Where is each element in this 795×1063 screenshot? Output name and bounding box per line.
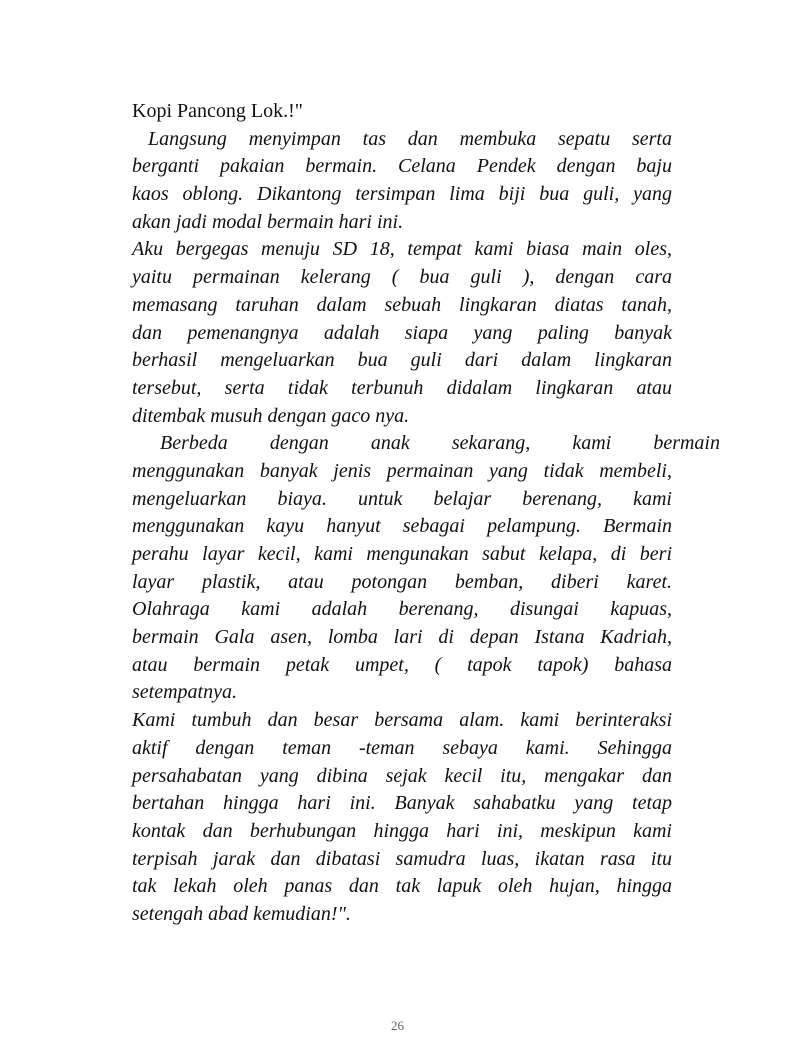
- text-line: yaitu permainan kelerang ( bua guli ), dengan cara: [132, 266, 672, 289]
- text-line: berganti pakaian bermain. Celana Pendek dengan baju: [132, 155, 672, 178]
- text-line: setempatnya.: [132, 681, 237, 704]
- text-line: terpisah jarak dan dibatasi samudra luas, ikatan rasa itu: [132, 847, 672, 870]
- text-line: Langsung menyimpan tas dan membuka sepatu serta: [148, 127, 672, 150]
- text-line: kaos oblong. Dikantong tersimpan lima biji bua guli, yang: [132, 183, 672, 206]
- text-line: Kopi Pancong Lok.!": [132, 100, 303, 122]
- text-line: ditembak musuh dengan gaco nya.: [132, 404, 410, 427]
- text-line: Kami tumbuh dan besar bersama alam. kami berinteraksi: [132, 709, 672, 732]
- text-line: aktif dengan teman -teman sebaya kami. Sehingga: [132, 736, 672, 759]
- text-line: tak lekah oleh panas dan tak lapuk oleh hujan, hingga: [132, 875, 672, 898]
- text-line: dan pemenangnya adalah siapa yang paling banyak: [132, 321, 672, 344]
- text-line: tersebut, serta tidak terbunuh didalam lingkaran atau: [132, 376, 672, 399]
- text-line: Berbeda dengan anak sekarang, kami bermain: [160, 432, 720, 455]
- text-line: akan jadi modal bermain hari ini.: [132, 210, 404, 233]
- page-number: 26: [391, 1018, 404, 1033]
- text-line: persahabatan yang dibina sejak kecil itu, mengakar dan: [132, 764, 672, 787]
- text-line: bermain Gala asen, lomba lari di depan Istana Kadriah,: [132, 626, 672, 649]
- text-line: menggunakan kayu hanyut sebagai pelampung. Bermain: [132, 515, 672, 538]
- text-line: menggunakan banyak jenis permainan yang tidak membeli,: [132, 459, 672, 482]
- text-line: atau bermain petak umpet, ( tapok tapok) bahasa: [132, 653, 672, 676]
- text-line: mengeluarkan biaya. untuk belajar berenang, kami: [132, 487, 672, 510]
- text-line: Olahraga kami adalah berenang, disungai kapuas,: [132, 598, 672, 621]
- text-line: layar plastik, atau potongan bemban, diberi karet.: [132, 570, 672, 593]
- text-line: berhasil mengeluarkan bua guli dari dalam lingkaran: [132, 349, 672, 372]
- text-line: setengah abad kemudian!".: [132, 902, 351, 925]
- text-line: Aku bergegas menuju SD 18, tempat kami biasa main oles,: [132, 238, 672, 261]
- body-text: [132, 98, 720, 929]
- text-line: memasang taruhan dalam sebuah lingkaran diatas tanah,: [132, 293, 672, 316]
- text-line: perahu layar kecil, kami mengunakan sabut kelapa, di beri: [132, 543, 672, 565]
- text-line: bertahan hingga hari ini. Banyak sahabatku yang tetap: [132, 792, 672, 815]
- text-line: kontak dan berhubungan hingga hari ini, meskipun kami: [132, 819, 672, 842]
